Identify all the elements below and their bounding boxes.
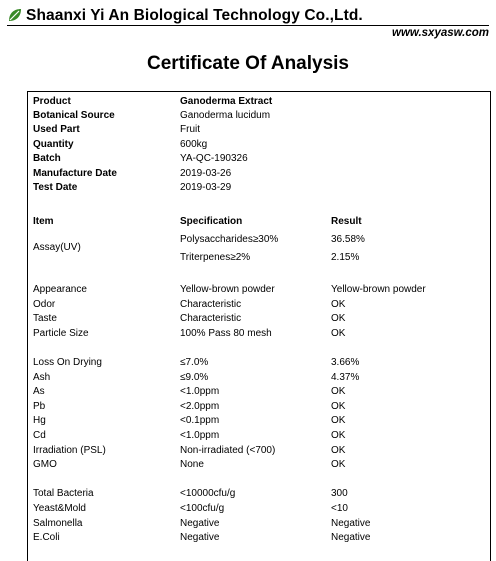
- loss-on-drying-item: Loss On Drying: [33, 357, 102, 368]
- total-bacteria-spec: <10000cfu/g: [180, 488, 236, 499]
- manufacture-date-label: Manufacture Date: [33, 168, 117, 179]
- mercury-item: Hg: [33, 415, 46, 426]
- product-value: Ganoderma Extract: [180, 96, 273, 107]
- company-name: Shaanxi Yi An Biological Technology Co.,Ltd.: [26, 7, 363, 24]
- page-title: Certificate Of Analysis: [146, 53, 350, 74]
- cadmium-spec: <1.0ppm: [180, 430, 220, 441]
- appearance-item: Appearance: [33, 284, 87, 295]
- ecoli-result: Negative: [331, 532, 371, 543]
- irradiation-item: Irradiation (PSL): [33, 445, 106, 456]
- ash-spec: ≤9.0%: [180, 372, 209, 383]
- loss-on-drying-result: 3.66%: [331, 357, 360, 368]
- mercury-spec: <0.1ppm: [180, 415, 220, 426]
- ecoli-spec: Negative: [180, 532, 220, 543]
- appearance-spec: Yellow-brown powder: [180, 284, 275, 295]
- arsenic-spec: <1.0ppm: [180, 386, 220, 397]
- assay-spec-polysaccharides: Polysaccharides≥30%: [180, 234, 279, 245]
- particle-size-item: Particle Size: [33, 328, 89, 339]
- yeast-mold-spec: <100cfu/g: [180, 503, 225, 514]
- ash-result: 4.37%: [331, 372, 360, 383]
- yeast-mold-item: Yeast&Mold: [33, 503, 86, 514]
- irradiation-spec: Non-irradiated (<700): [180, 445, 276, 456]
- column-header-item: Item: [33, 216, 54, 227]
- header-divider: [7, 25, 489, 26]
- quantity-label: Quantity: [33, 139, 74, 150]
- mercury-result: OK: [331, 415, 346, 426]
- particle-size-spec: 100% Pass 80 mesh: [180, 328, 272, 339]
- taste-result: OK: [331, 313, 346, 324]
- assay-spec-triterpenes: Triterpenes≥2%: [180, 252, 251, 263]
- ecoli-item: E.Coli: [33, 532, 60, 543]
- assay-item: Assay(UV): [33, 242, 81, 253]
- certificate-table: [27, 91, 491, 561]
- used-part-value: Fruit: [180, 124, 200, 135]
- batch-label: Batch: [33, 153, 61, 164]
- odor-spec: Characteristic: [180, 299, 242, 310]
- batch-value: YA-QC-190326: [180, 153, 248, 164]
- assay-result-triterpenes: 2.15%: [331, 252, 360, 263]
- arsenic-result: OK: [331, 386, 346, 397]
- lead-result: OK: [331, 401, 346, 412]
- product-label: Product: [33, 96, 71, 107]
- irradiation-result: OK: [331, 445, 346, 456]
- test-date-value: 2019-03-29: [180, 182, 232, 193]
- botanical-source-label: Botanical Source: [33, 110, 115, 121]
- total-bacteria-item: Total Bacteria: [33, 488, 94, 499]
- lead-item: Pb: [33, 401, 46, 412]
- arsenic-item: As: [33, 386, 45, 397]
- cadmium-result: OK: [331, 430, 346, 441]
- used-part-label: Used Part: [33, 124, 80, 135]
- column-header-result: Result: [331, 216, 362, 227]
- particle-size-result: OK: [331, 328, 346, 339]
- salmonella-result: Negative: [331, 518, 371, 529]
- manufacture-date-value: 2019-03-26: [180, 168, 232, 179]
- quantity-value: 600kg: [180, 139, 208, 150]
- taste-spec: Characteristic: [180, 313, 242, 324]
- salmonella-item: Salmonella: [33, 518, 83, 529]
- ash-item: Ash: [33, 372, 51, 383]
- loss-on-drying-spec: ≤7.0%: [180, 357, 209, 368]
- website-link[interactable]: www.sxyasw.com: [392, 27, 489, 39]
- test-date-label: Test Date: [33, 182, 78, 193]
- odor-item: Odor: [33, 299, 56, 310]
- appearance-result: Yellow-brown powder: [331, 284, 426, 295]
- odor-result: OK: [331, 299, 346, 310]
- salmonella-spec: Negative: [180, 518, 220, 529]
- cadmium-item: Cd: [33, 430, 46, 441]
- total-bacteria-result: 300: [331, 488, 348, 499]
- yeast-mold-result: <10: [331, 503, 348, 514]
- leaf-logo-icon: [7, 7, 23, 23]
- botanical-source-value: Ganoderma lucidum: [180, 110, 271, 121]
- taste-item: Taste: [33, 313, 57, 324]
- gmo-spec: None: [180, 459, 204, 470]
- lead-spec: <2.0ppm: [180, 401, 220, 412]
- gmo-item: GMO: [33, 459, 57, 470]
- column-header-specification: Specification: [180, 216, 243, 227]
- assay-result-polysaccharides: 36.58%: [331, 234, 365, 245]
- gmo-result: OK: [331, 459, 346, 470]
